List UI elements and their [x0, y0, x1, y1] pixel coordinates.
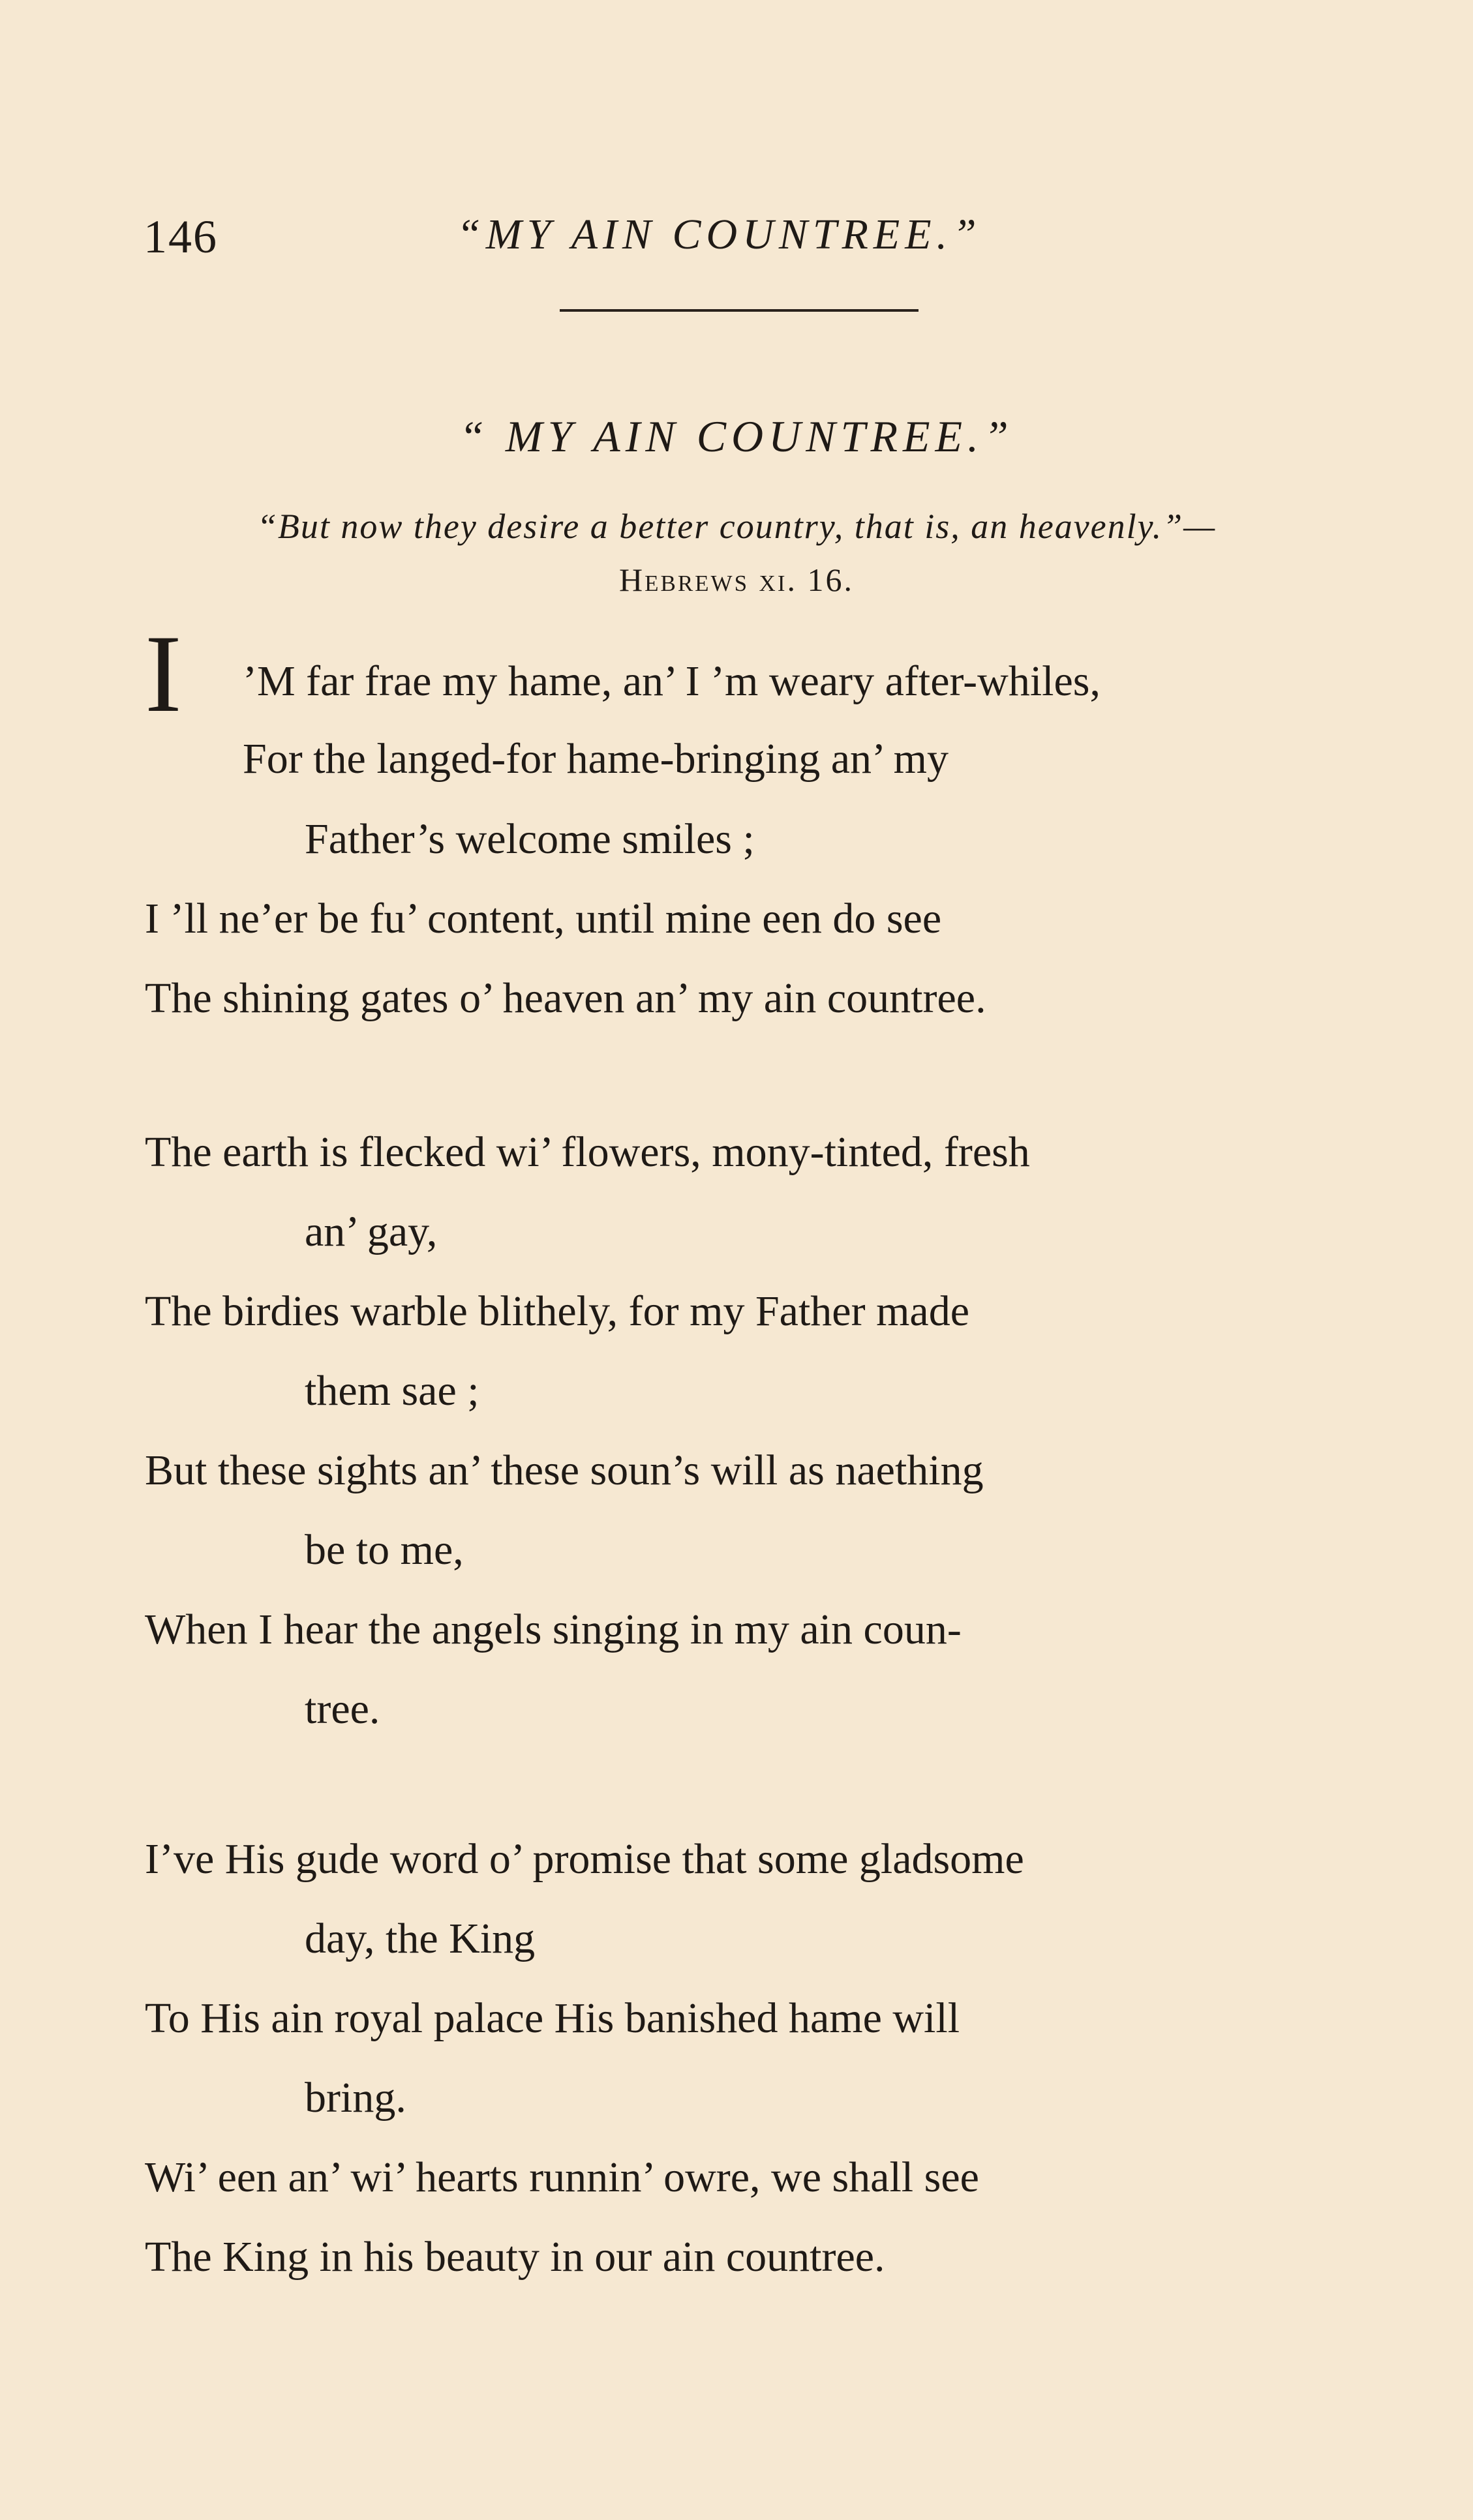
poem-line: When I hear the angels singing in my ain coun-	[145, 1606, 962, 1653]
poem-line: bring.	[305, 2074, 406, 2122]
poem-line: tree.	[305, 1685, 380, 1733]
poem-line: I ’ll ne’er be fu’ content, until mine een do see	[145, 895, 942, 942]
poem-title: “ MY AIN COUNTREE.”	[459, 412, 1014, 461]
poem-line: day, the King	[305, 1915, 536, 1962]
running-head	[144, 210, 1337, 275]
poem-line: For the langed-for hame-bringing an’ my	[243, 735, 949, 783]
running-title: “MY AIN COUNTREE.”	[457, 211, 982, 258]
header-rule	[560, 309, 919, 312]
drop-cap: I	[145, 612, 182, 735]
poem-line: them sae ;	[305, 1367, 479, 1415]
poem-line: The earth is flecked wi’ flowers, mony-tinted, fresh	[145, 1128, 1030, 1176]
poem-line: To His ain royal palace His banished hame will	[145, 1994, 960, 2042]
poem-line: The shining gates o’ heaven an’ my ain countree.	[145, 974, 986, 1022]
poem-line: I’ve His gude word o’ promise that some gladsome	[145, 1835, 1024, 1883]
epigraph-source: Hebrews xi. 16.	[619, 562, 854, 598]
poem-line: an’ gay,	[305, 1208, 438, 1255]
poem-line: The King in his beauty in our ain countree.	[145, 2233, 885, 2281]
poem-line: But these sights an’ these soun’s will as naething	[145, 1447, 984, 1494]
epigraph-quote: “But now they desire a better country, that is, an heavenly.”—	[256, 507, 1217, 546]
poem-line: Father’s welcome smiles ;	[305, 815, 755, 863]
poem-line: ’M far frae my hame, an’ I ’m weary after-whiles,	[243, 657, 1101, 705]
poem-line: Wi’ een an’ wi’ hearts runnin’ owre, we shall see	[145, 2153, 979, 2201]
page-number: 146	[144, 211, 218, 263]
poem-line: be to me,	[305, 1526, 464, 1574]
poem-line: The birdies warble blithely, for my Father made	[145, 1287, 969, 1335]
